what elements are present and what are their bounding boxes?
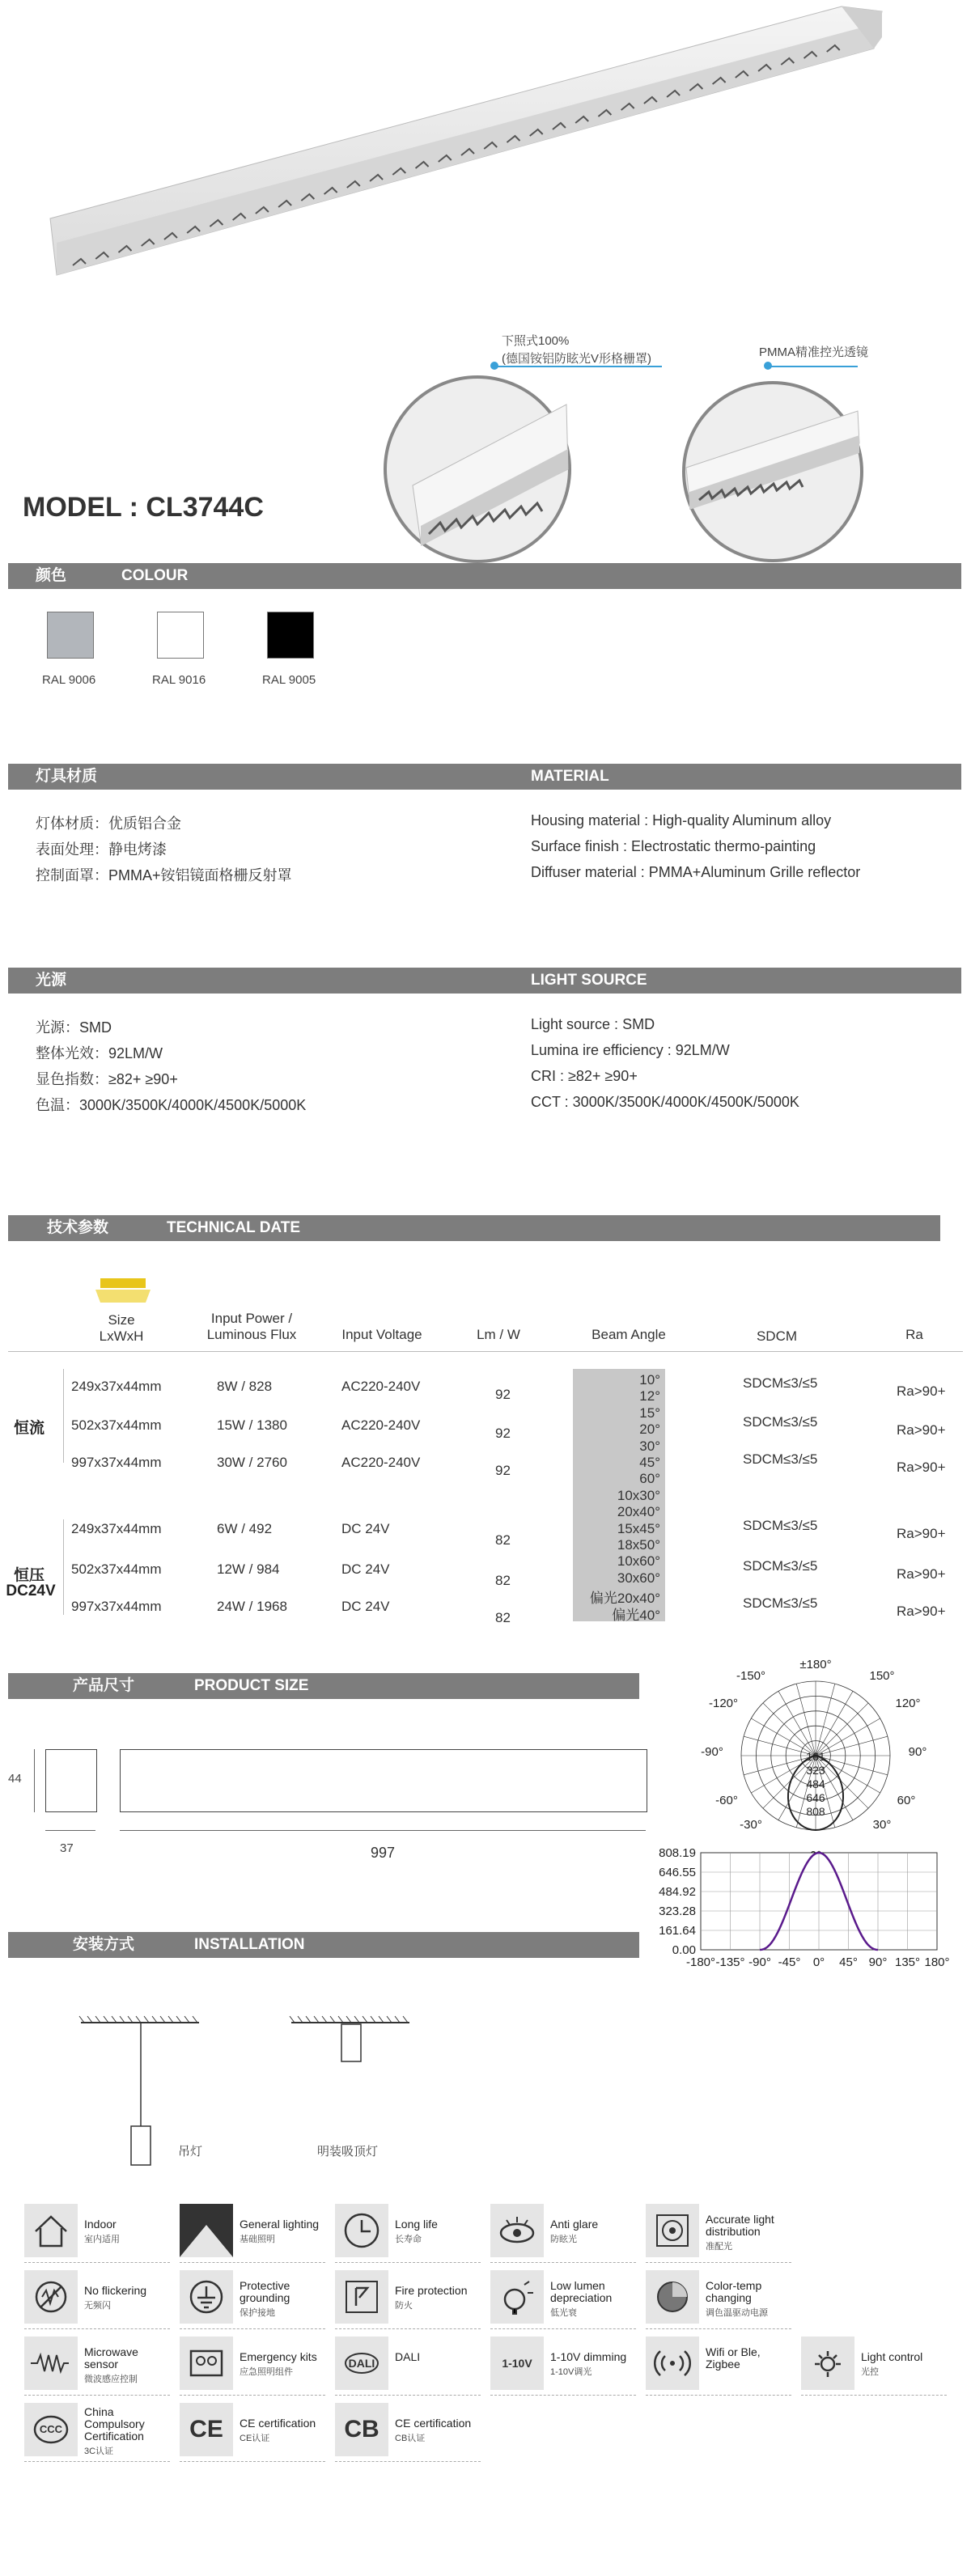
cell-voltage: DC 24V xyxy=(341,1521,390,1536)
polar-radial-label: 323 xyxy=(806,1764,825,1777)
cell-power: 24W / 1968 xyxy=(217,1599,287,1614)
product-size-section-bar xyxy=(8,1673,639,1699)
light-source-en-line: CRI : ≥82+ ≥90+ xyxy=(531,1068,638,1084)
feature-label-cn: 3C认证 xyxy=(84,2447,114,2456)
feature-divider xyxy=(24,2461,170,2462)
feature-label-cn: 准配光 xyxy=(706,2242,732,2252)
beam-angle-value: 60° xyxy=(639,1471,660,1487)
feature-item xyxy=(180,2403,333,2458)
material-section-bar xyxy=(8,764,961,790)
general-lighting-icon xyxy=(180,2204,233,2257)
feature-label: Protective xyxy=(240,2279,290,2292)
cell-voltage: DC 24V xyxy=(341,1599,390,1614)
beam-angle-value: 偏光40° xyxy=(612,1607,660,1623)
beam-angle-column xyxy=(573,1369,665,1621)
swatch-label: RAL 9016 xyxy=(152,673,206,687)
callout-right-dot xyxy=(764,362,772,370)
group-constant-voltage: 恒压 xyxy=(13,1567,45,1584)
cell-lmw: 82 xyxy=(495,1573,511,1588)
curve-y-tick: 161.64 xyxy=(659,1924,696,1938)
light-source-cn-line: 色温：3000K/3500K/4000K/4500K/5000K xyxy=(36,1097,307,1113)
detail-circle-right xyxy=(680,379,866,565)
light-source-section-bar xyxy=(8,968,961,994)
feature-label: Color-temp xyxy=(706,2279,762,2292)
feature-label: Anti glare xyxy=(550,2218,599,2231)
color-temp-icon xyxy=(646,2270,699,2324)
curve-x-tick: 135° xyxy=(894,1955,921,1969)
technical-section-bar xyxy=(8,1215,940,1241)
cell-size: 249x37x44mm xyxy=(71,1521,162,1536)
feature-item xyxy=(335,2270,489,2325)
target-icon xyxy=(646,2204,699,2257)
feature-divider xyxy=(24,2262,170,2263)
beam-angle-value: 18x50° xyxy=(617,1537,660,1553)
curve-x-tick: -180° xyxy=(685,1955,716,1969)
pendant-label: 吊灯 xyxy=(178,2145,203,2159)
curve-x-tick: -90° xyxy=(748,1955,771,1969)
swatch-label: RAL 9006 xyxy=(42,673,96,687)
feature-label: Accurate light xyxy=(706,2213,774,2226)
colour-section-bar xyxy=(8,563,961,589)
feature-label: Compulsory xyxy=(84,2417,145,2430)
feature-item xyxy=(24,2204,178,2259)
feature-divider xyxy=(24,2328,170,2329)
cell-power: 15W / 1380 xyxy=(217,1417,287,1433)
swatch-ral-9005 xyxy=(267,612,314,659)
eye-icon xyxy=(490,2204,544,2257)
material-cn-line: 表面处理：静电烤漆 xyxy=(36,841,167,858)
feature-label: DALI xyxy=(395,2350,421,2363)
width-dim-line xyxy=(45,1830,95,1831)
group-constant-current: 恒流 xyxy=(13,1420,45,1437)
material-title-en: MATERIAL xyxy=(531,768,609,785)
ce-icon xyxy=(180,2403,233,2456)
feature-divider xyxy=(180,2461,325,2462)
polar-angle-label: -150° xyxy=(736,1669,766,1683)
ccc-icon xyxy=(24,2403,78,2456)
curve-y-tick: 323.28 xyxy=(659,1904,696,1918)
feature-divider xyxy=(180,2395,325,2396)
cell-power: 30W / 2760 xyxy=(217,1455,287,1470)
polar-angle-label: -120° xyxy=(708,1697,739,1710)
feature-item xyxy=(646,2204,799,2259)
house-icon xyxy=(24,2204,78,2257)
polar-angle-label: -30° xyxy=(740,1818,762,1832)
feature-label-cn: 防眩光 xyxy=(550,2235,577,2244)
swatch-ral-9016 xyxy=(157,612,204,659)
beam-angle-value: 20° xyxy=(639,1421,660,1438)
feature-icon-text: CCC xyxy=(39,2423,63,2435)
material-title-cn: 灯具材质 xyxy=(36,768,98,785)
curve-x-tick: -135° xyxy=(715,1955,745,1969)
curve-x-tick: 90° xyxy=(868,1955,888,1969)
cell-sdcm: SDCM≤3/≤5 xyxy=(743,1518,818,1533)
feature-label-cn: 基础照明 xyxy=(240,2235,275,2244)
feature-divider xyxy=(490,2395,636,2396)
cell-voltage: AC220-240V xyxy=(341,1455,421,1470)
callout-left-line2: (德国铵铝防眩光V形格栅罩) xyxy=(502,352,651,366)
feature-item xyxy=(646,2270,799,2325)
feature-label: Long life xyxy=(395,2218,438,2231)
microwave-icon xyxy=(24,2337,78,2390)
feature-icon-text: CB xyxy=(344,2416,379,2443)
feature-label-cn: 1-10V调光 xyxy=(550,2367,592,2377)
cell-ra: Ra>90+ xyxy=(897,1604,946,1619)
feature-label: changing xyxy=(706,2291,752,2304)
feature-item xyxy=(24,2337,178,2392)
cell-power: 8W / 828 xyxy=(217,1379,273,1394)
length-dim-line xyxy=(120,1830,646,1831)
polar-angle-label: 90° xyxy=(908,1745,927,1759)
feature-label: Indoor xyxy=(84,2218,117,2231)
callout-left-dot xyxy=(490,362,498,370)
clock-icon xyxy=(335,2204,388,2257)
feature-icon-text: 1-10V xyxy=(502,2357,532,2370)
th-lmw: Lm / W xyxy=(477,1327,520,1342)
cell-ra: Ra>90+ xyxy=(897,1526,946,1541)
feature-divider xyxy=(646,2328,791,2329)
feature-icon-text: CE xyxy=(189,2416,223,2443)
fire-icon xyxy=(335,2270,388,2324)
feature-label-cn: 低光衰 xyxy=(550,2308,577,2318)
light-control-icon xyxy=(801,2337,854,2390)
feature-divider xyxy=(335,2328,481,2329)
group-constant-voltage-sub: DC24V xyxy=(6,1582,56,1599)
curve-x-tick: -45° xyxy=(778,1955,801,1969)
polar-angle-label: 120° xyxy=(895,1697,921,1710)
th-beam: Beam Angle xyxy=(592,1327,666,1342)
beam-angle-value: 10x60° xyxy=(617,1553,660,1570)
feature-label: Microwave xyxy=(84,2345,138,2358)
feature-label: CE certification xyxy=(240,2417,316,2430)
feature-label-cn: 长寿命 xyxy=(395,2235,422,2244)
feature-divider xyxy=(646,2262,791,2263)
curve-y-tick: 808.19 xyxy=(659,1846,696,1860)
polar-diagram xyxy=(694,1650,937,1845)
swatch-label: RAL 9005 xyxy=(262,673,316,687)
polar-radial-label: 484 xyxy=(806,1777,825,1790)
cell-lmw: 82 xyxy=(495,1610,511,1625)
feature-divider xyxy=(335,2461,481,2462)
profile-side-view xyxy=(120,1749,647,1812)
cell-size: 249x37x44mm xyxy=(71,1379,162,1394)
curve-x-tick: 0° xyxy=(812,1955,825,1969)
wifi-icon xyxy=(646,2337,699,2390)
feature-label: China xyxy=(84,2405,114,2418)
feature-label-cn: 微波感应控制 xyxy=(84,2375,138,2384)
technical-title-en: TECHNICAL DATE xyxy=(167,1219,301,1236)
beam-angle-value: 10x30° xyxy=(617,1487,660,1503)
callout-left-leader xyxy=(495,366,662,367)
height-dim-line xyxy=(34,1749,35,1812)
profile-end-view xyxy=(45,1749,97,1812)
material-cn-line: 控制面罩：PMMA+铵铝镜面格栅反射罩 xyxy=(36,867,292,883)
beam-angle-value: 偏光20x40° xyxy=(589,1591,660,1607)
polar-angle-label: -60° xyxy=(715,1794,738,1807)
technical-title-cn: 技术参数 xyxy=(47,1219,109,1236)
feature-divider xyxy=(24,2395,170,2396)
feature-item xyxy=(180,2270,333,2325)
light-source-title-en: LIGHT SOURCE xyxy=(531,972,647,989)
callout-right: PMMA精准控光透镜 xyxy=(759,345,869,359)
callout-left-line1: 下照式100% xyxy=(502,334,570,348)
feature-label: Fire protection xyxy=(395,2284,468,2297)
length-dim: 997 xyxy=(371,1845,396,1861)
feature-item xyxy=(335,2403,489,2458)
material-en-line: Diffuser material : PMMA+Aluminum Grille reflector xyxy=(531,864,861,880)
height-dim: 44 xyxy=(8,1772,22,1786)
th-power-sub: Luminous Flux xyxy=(206,1327,297,1342)
cell-size: 502x37x44mm xyxy=(71,1561,162,1577)
no-flicker-icon xyxy=(24,2270,78,2324)
cell-power: 12W / 984 xyxy=(217,1561,280,1577)
feature-label: depreciation xyxy=(550,2291,613,2304)
ground-icon xyxy=(180,2270,233,2324)
feature-label-cn: 光控 xyxy=(861,2367,879,2377)
light-source-cn-line: 光源：SMD xyxy=(36,1019,112,1036)
cell-lmw: 92 xyxy=(495,1463,511,1478)
cell-lmw: 92 xyxy=(495,1426,511,1441)
size-lamp-icon xyxy=(95,1278,151,1306)
polar-radial-label: 808 xyxy=(806,1805,825,1818)
feature-item xyxy=(24,2403,178,2458)
cell-voltage: DC 24V xyxy=(341,1561,390,1577)
material-en-line: Housing material : High-quality Aluminum alloy xyxy=(531,812,832,828)
installation-section-bar xyxy=(8,1932,639,1958)
dimming-icon xyxy=(490,2337,544,2390)
feature-label-cn: 室内适用 xyxy=(84,2235,120,2244)
emergency-icon xyxy=(180,2337,233,2390)
feature-item xyxy=(180,2337,333,2392)
cb-icon xyxy=(335,2403,388,2456)
feature-item xyxy=(801,2337,955,2392)
light-source-cn-line: 整体光效：92LM/W xyxy=(36,1045,163,1061)
feature-item xyxy=(335,2337,489,2392)
feature-label: 1-10V dimming xyxy=(550,2350,627,2363)
polar-radial-label: 646 xyxy=(806,1791,825,1804)
feature-item xyxy=(490,2270,644,2325)
group-divider xyxy=(63,1369,64,1463)
product-size-title-en: PRODUCT SIZE xyxy=(194,1677,309,1694)
colour-title-cn: 颜色 xyxy=(36,567,67,584)
feature-item xyxy=(490,2204,644,2259)
feature-label-cn: 防火 xyxy=(395,2301,413,2311)
feature-label: Zigbee xyxy=(706,2358,740,2371)
cell-ra: Ra>90+ xyxy=(897,1383,946,1399)
feature-item xyxy=(646,2337,799,2392)
feature-divider xyxy=(490,2262,636,2263)
polar-angle-label: -90° xyxy=(701,1745,723,1759)
feature-label: No flickering xyxy=(84,2284,147,2297)
feature-item xyxy=(335,2204,489,2259)
cell-size: 502x37x44mm xyxy=(71,1417,162,1433)
feature-label: sensor xyxy=(84,2358,119,2371)
th-size: Size xyxy=(108,1312,135,1328)
cell-sdcm: SDCM≤3/≤5 xyxy=(743,1558,818,1574)
feature-label: grounding xyxy=(240,2291,290,2304)
light-source-en-line: Lumina ire efficiency : 92LM/W xyxy=(531,1042,730,1058)
curve-y-tick: 646.55 xyxy=(659,1866,696,1879)
model-title: MODEL : CL3744C xyxy=(23,492,264,523)
beam-angle-value: 12° xyxy=(639,1388,660,1405)
cell-lmw: 82 xyxy=(495,1532,511,1548)
swatch-ral-9006 xyxy=(47,612,94,659)
feature-icon-text: DALI xyxy=(348,2357,375,2370)
cell-power: 6W / 492 xyxy=(217,1521,273,1536)
cell-ra: Ra>90+ xyxy=(897,1566,946,1582)
polar-angle-label: 60° xyxy=(897,1794,916,1807)
detail-circle-left xyxy=(380,372,575,566)
feature-label-cn: 无频闪 xyxy=(84,2301,111,2311)
group-divider xyxy=(63,1519,64,1615)
th-sdcm: SDCM xyxy=(756,1328,798,1344)
beam-angle-value: 10° xyxy=(639,1372,660,1388)
beam-angle-value: 15° xyxy=(639,1405,660,1421)
cell-ra: Ra>90+ xyxy=(897,1422,946,1438)
beam-angle-value: 30x60° xyxy=(617,1570,660,1586)
intensity-curve-chart xyxy=(644,1843,971,1972)
feature-divider xyxy=(335,2395,481,2396)
feature-item xyxy=(180,2204,333,2259)
cell-sdcm: SDCM≤3/≤5 xyxy=(743,1414,818,1430)
th-power: Input Power / xyxy=(210,1311,293,1326)
feature-label: General lighting xyxy=(240,2218,320,2231)
cell-size: 997x37x44mm xyxy=(71,1455,162,1470)
feature-label-cn: 调色温驱动电源 xyxy=(706,2308,768,2318)
cell-size: 997x37x44mm xyxy=(71,1599,162,1614)
feature-item xyxy=(490,2337,644,2392)
th-ra: Ra xyxy=(905,1327,923,1342)
feature-label: Certification xyxy=(84,2430,144,2443)
cell-voltage: AC220-240V xyxy=(341,1417,421,1433)
cell-voltage: AC220-240V xyxy=(341,1379,421,1394)
colour-title-en: COLOUR xyxy=(121,567,189,584)
product-image xyxy=(0,0,971,307)
feature-divider xyxy=(180,2262,325,2263)
curve-x-tick: 45° xyxy=(839,1955,858,1969)
curve-y-tick: 484.92 xyxy=(659,1885,696,1899)
polar-angle-label: 150° xyxy=(869,1669,895,1683)
width-dim: 37 xyxy=(60,1841,74,1855)
feature-item xyxy=(24,2270,178,2325)
feature-label: Wifi or Ble, xyxy=(706,2345,761,2358)
polar-radial-label: 161 xyxy=(806,1750,825,1763)
feature-label-cn: 应急照明组件 xyxy=(240,2367,293,2377)
callout-right-leader xyxy=(769,366,858,367)
beam-angle-value: 30° xyxy=(639,1438,660,1454)
installation-title-en: INSTALLATION xyxy=(194,1936,305,1953)
feature-label-cn: 保护接地 xyxy=(240,2308,275,2318)
feature-label: CE certification xyxy=(395,2417,472,2430)
cell-sdcm: SDCM≤3/≤5 xyxy=(743,1595,818,1611)
polar-angle-label: ±180° xyxy=(799,1658,832,1671)
feature-label-cn: CB认证 xyxy=(395,2434,426,2443)
light-source-cn-line: 显色指数：≥82+ ≥90+ xyxy=(36,1071,178,1087)
feature-label: Low lumen xyxy=(550,2279,605,2292)
feature-label-cn: CE认证 xyxy=(240,2434,270,2443)
cell-sdcm: SDCM≤3/≤5 xyxy=(743,1451,818,1467)
feature-label: distribution xyxy=(706,2225,761,2238)
dali-icon xyxy=(335,2337,388,2390)
feature-divider xyxy=(801,2395,947,2396)
cell-lmw: 92 xyxy=(495,1387,511,1402)
beam-angle-value: 45° xyxy=(639,1455,660,1470)
material-en-line: Surface finish : Electrostatic thermo-painting xyxy=(531,838,816,854)
cell-sdcm: SDCM≤3/≤5 xyxy=(743,1375,818,1391)
th-size-sub: LxWxH xyxy=(99,1328,144,1344)
installation-title-cn: 安装方式 xyxy=(73,1936,135,1953)
feature-divider xyxy=(335,2262,481,2263)
cell-ra: Ra>90+ xyxy=(897,1460,946,1475)
light-source-en-line: Light source : SMD xyxy=(531,1016,655,1032)
beam-angle-value: 15x45° xyxy=(617,1520,660,1536)
light-source-en-line: CCT : 3000K/3500K/4000K/4500K/5000K xyxy=(531,1094,799,1110)
material-cn-line: 灯体材质：优质铝合金 xyxy=(36,816,181,832)
th-voltage: Input Voltage xyxy=(341,1327,422,1342)
feature-label: Emergency kits xyxy=(240,2350,317,2363)
curve-x-tick: 180° xyxy=(924,1955,950,1969)
feature-divider xyxy=(646,2395,791,2396)
surface-label: 明装吸顶灯 xyxy=(317,2145,379,2159)
feature-divider xyxy=(180,2328,325,2329)
polar-angle-label: 30° xyxy=(872,1818,892,1832)
beam-angle-value: 20x40° xyxy=(617,1504,660,1520)
feature-divider xyxy=(490,2328,636,2329)
table-header-rule xyxy=(8,1351,963,1352)
feature-label: Light control xyxy=(861,2350,923,2363)
light-source-title-cn: 光源 xyxy=(36,972,67,989)
curve-y-tick: 0.00 xyxy=(672,1943,696,1957)
surface-mount-drawing xyxy=(288,2016,418,2081)
product-size-title-cn: 产品尺寸 xyxy=(73,1677,135,1694)
lumen-icon xyxy=(490,2270,544,2324)
